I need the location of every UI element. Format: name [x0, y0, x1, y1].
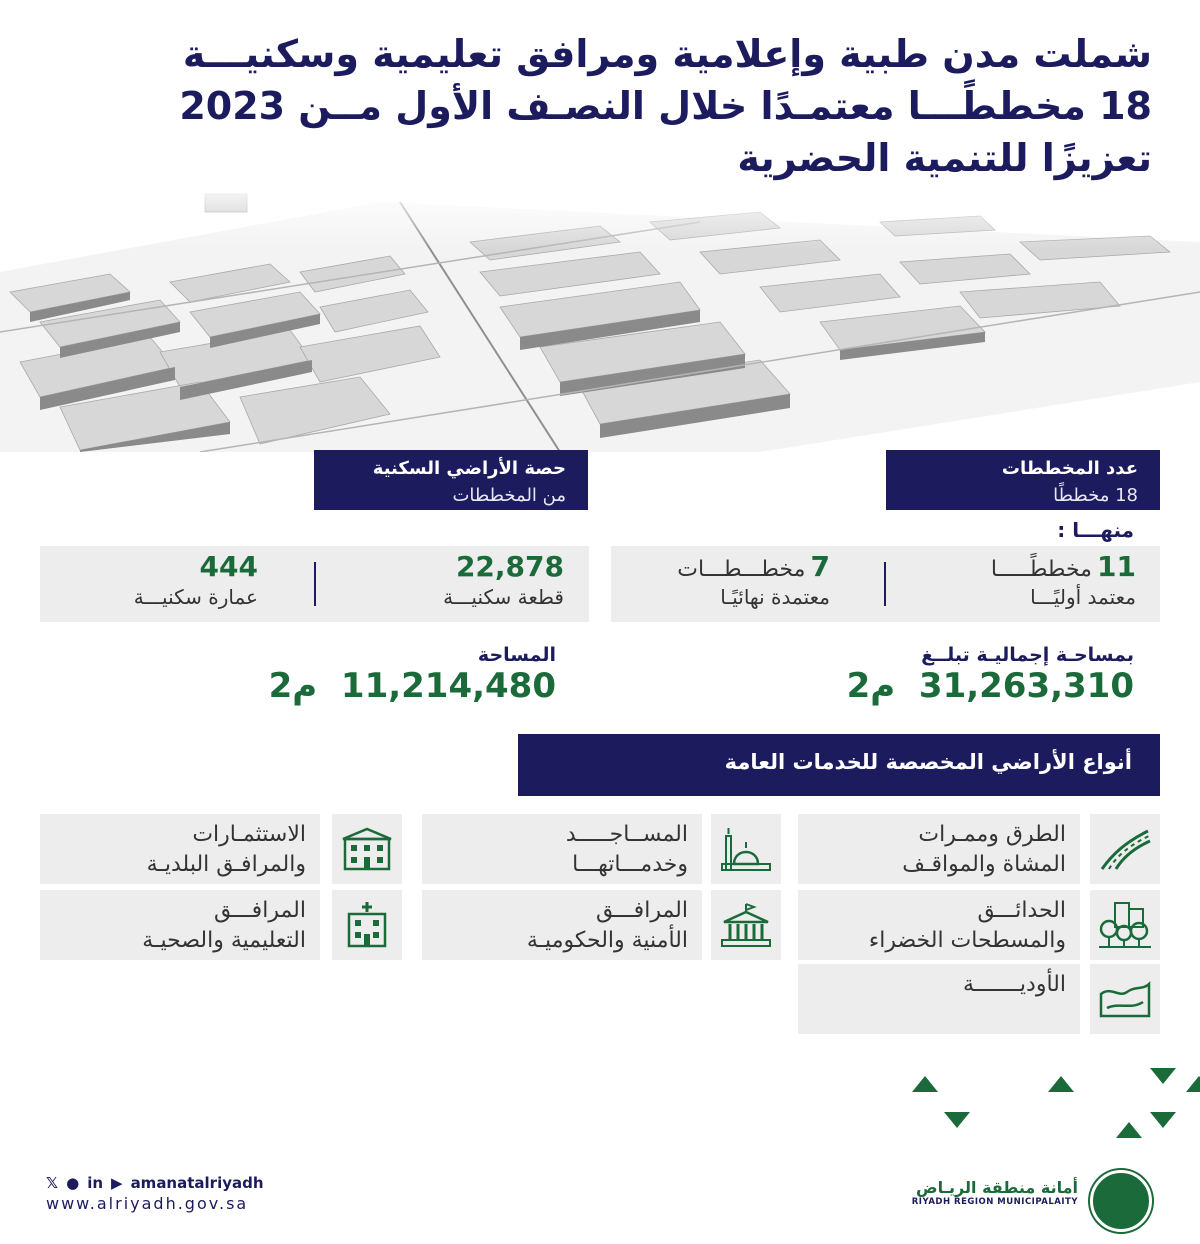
service-parks: [798, 890, 1080, 960]
residential-area-unit: م2: [268, 666, 318, 706]
stat-preliminary-label: معتمد أوليًـــا: [1030, 585, 1136, 609]
decor-triangle: [912, 1076, 938, 1092]
service-roads-line2: المشاة والمواقـف: [902, 852, 1066, 877]
linkedin-icon[interactable]: in: [87, 1174, 104, 1192]
stat-preliminary-num: 11: [1097, 550, 1136, 583]
residential-area-number: 11,214,480: [340, 666, 556, 706]
mosque-icon: [711, 814, 781, 884]
service-security: [422, 890, 702, 960]
service-security-line2: الأمنية والحكوميـة: [526, 928, 688, 953]
valley-icon: [1090, 964, 1160, 1034]
stat-residential-buildings: [58, 550, 258, 610]
service-investments-line1: الاستثمـارات: [192, 822, 306, 847]
stat-preliminary-plans: [896, 550, 1136, 610]
org-name-ar: أمانة منطقة الريـاض: [916, 1178, 1078, 1197]
page-title: [42, 28, 1152, 184]
services-heading: أنواع الأراضي المخصصة للخدمات العامة: [518, 734, 1160, 796]
service-investments-line2: والمرافـق البلديـة: [146, 852, 306, 877]
decor-triangle: [1048, 1076, 1074, 1092]
stat-plots-num: 22,878: [455, 550, 564, 583]
road-icon: [1090, 814, 1160, 884]
stat-final-plans: [630, 550, 830, 610]
city-model-illustration: [0, 182, 1200, 452]
service-mosques-line2: وخدمـــاتهـــا: [572, 852, 688, 877]
service-education-line2: التعليمية والصحيـة: [142, 928, 306, 953]
youtube-icon[interactable]: ▶: [111, 1174, 123, 1192]
decor-triangle: [1116, 1122, 1142, 1138]
x-icon[interactable]: 𝕏: [46, 1174, 59, 1192]
plans-count-heading: عدد المخططات: [1001, 458, 1138, 479]
plans-count-box: [886, 450, 1160, 510]
snapchat-icon[interactable]: ●: [66, 1174, 80, 1192]
service-roads: [798, 814, 1080, 884]
service-investments: [40, 814, 320, 884]
service-valleys-line1: الأوديـــــــة: [963, 972, 1066, 997]
service-mosques-line1: المســاجـــــد: [565, 822, 688, 847]
plans-count-value: 18 مخططًا: [1053, 485, 1138, 506]
stat-final-label: معتمدة نهائيًـا: [720, 585, 830, 609]
stat-final-num: 7: [810, 550, 830, 583]
total-area-label: بمساحـة إجماليـة تبلــغ: [921, 644, 1134, 666]
service-roads-line1: الطرق وممـرات: [918, 822, 1066, 847]
stat-buildings-num: 444: [199, 550, 258, 583]
government-building-icon: [711, 890, 781, 960]
stat-residential-plots: [344, 550, 564, 610]
municipality-logo: [912, 1178, 1078, 1207]
residential-share-sub: من المخططات: [452, 485, 566, 506]
website-link[interactable]: www.alriyadh.gov.sa: [46, 1194, 249, 1213]
park-icon: [1090, 890, 1160, 960]
stat-plots-label: قطعة سكنيـــة: [443, 585, 564, 609]
social-handle[interactable]: amanatalriyadh: [130, 1174, 264, 1192]
residential-area-value: [269, 666, 556, 706]
decor-triangle: [944, 1112, 970, 1128]
municipal-building-icon: [332, 814, 402, 884]
service-valleys: [798, 964, 1080, 1034]
total-area-value: [847, 666, 1134, 706]
social-links: [46, 1174, 264, 1192]
service-education: [40, 890, 320, 960]
title-line-1: شملت مدن طبية وإعلامية ومرافق تعليمية وسكنيـــة: [182, 32, 1152, 76]
residential-share-box: [314, 450, 588, 510]
title-line-2: 18 مخططًـــا معتمـدًا خلال النصـف الأول مــن 2023: [179, 84, 1152, 128]
divider: [314, 562, 316, 606]
service-education-line1: المرافـــق: [214, 898, 306, 923]
residential-share-heading: حصة الأراضي السكنية: [372, 458, 566, 479]
residential-area-label: المساحة: [477, 644, 556, 666]
decor-triangle: [1150, 1068, 1176, 1084]
decor-triangle: [1186, 1076, 1200, 1092]
service-parks-line1: الحدائـــق: [977, 898, 1066, 923]
stat-preliminary-unit: مخططًـــــا: [990, 557, 1092, 582]
title-line-3: تعزيزًا للتنمية الحضرية: [737, 136, 1152, 180]
total-area-unit: م2: [846, 666, 896, 706]
service-mosques: [422, 814, 702, 884]
stat-final-unit: مخطـــطـــات: [677, 557, 806, 582]
decor-triangle: [1150, 1112, 1176, 1128]
service-parks-line2: والمسطحات الخضراء: [868, 928, 1066, 953]
municipality-emblem: [1090, 1170, 1152, 1232]
of-which-label: منهـــا :: [1057, 518, 1134, 542]
org-name-en: RIYADH REGION MUNICIPALAITY: [911, 1197, 1078, 1207]
divider: [884, 562, 886, 606]
service-security-line1: المرافـــق: [596, 898, 688, 923]
hospital-icon: [332, 890, 402, 960]
total-area-number: 31,263,310: [918, 666, 1134, 706]
stat-buildings-label: عمارة سكنيـــة: [133, 585, 258, 609]
